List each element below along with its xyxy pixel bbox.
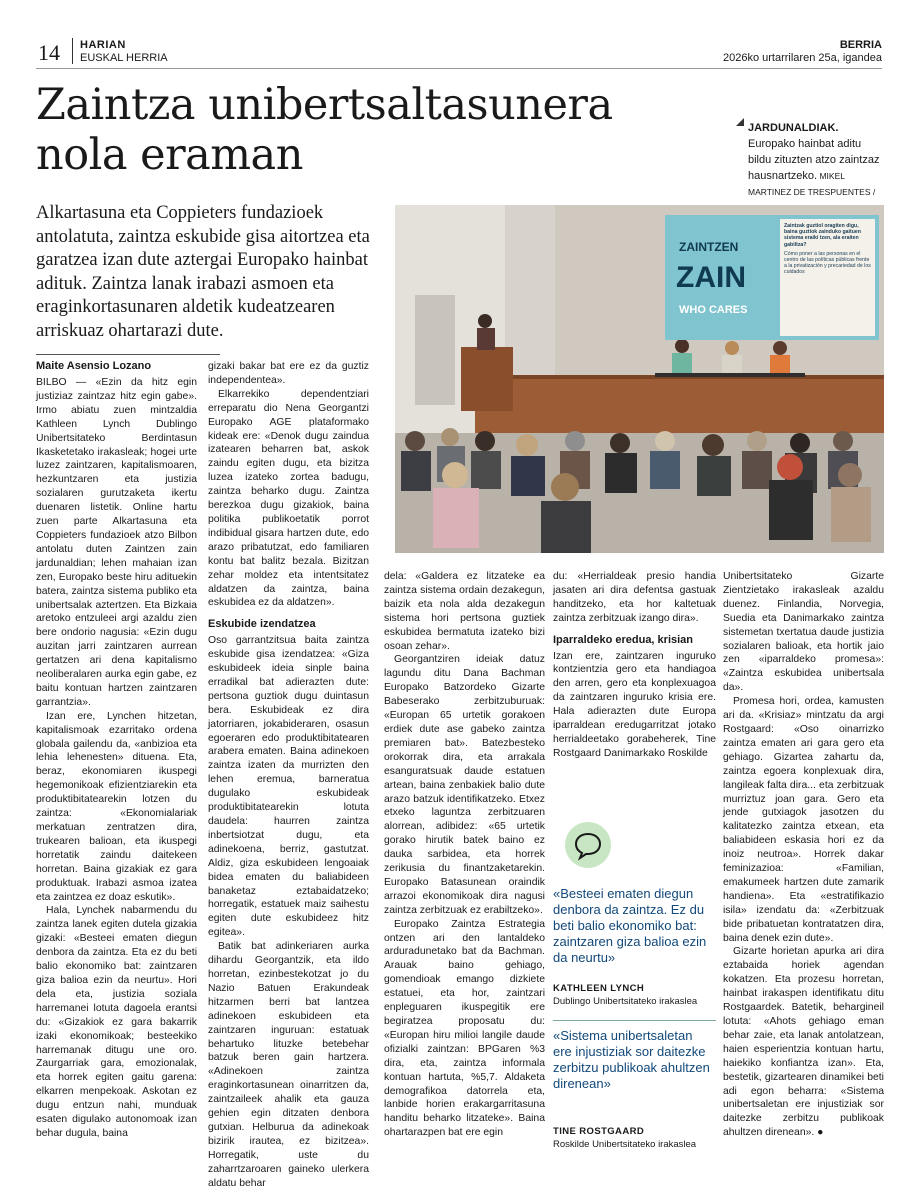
byline-rule [36, 354, 220, 355]
paragraph: BILBO — «Ezin da hitz egin justiziaz zaintzaz hitz egin gabe». Irmo abiatu zuen mintzaldia Kathleen Lynch Dublingo Unibertsitateko Berdintasun Ikasketetako irakasleak; hogei urte luzez zaintzaren, kapitalismoaren, hezkuntzaren eta justizia sozialaren gurutzaketa ikertu duenaren listetik. Online hartu zuen parte Alkartasuna eta Coppieters fundazioek atzo Bilbon antolatu duten Zaintzen zain jardunaldian; lehen mahaian izan zen, Europako beste hiru adituekin batera, zaintza sistema publiko eta unibertsalak aztertzen. Eta Bizkaia aretoko entzuleei argi azaldu zien bere ondorio nagusia: «Ezin dugu auzitan jarri zaintzaren aurrean gertatzen ari dena kapitalismo neoliberalaren aurka egin gabe, ez baitu kontuan hartzen zaintzaren garrantzia». [36, 377, 197, 708]
paragraph: Europako Zaintza Estrategia ontzen ari den lantaldeko arduradunetako bat da Bachman. Arauak baino gehiago, gomendioak emango dizkiete estatuei, eta hor, zaintzari enpleguaren ikuspegitik ere begiratzea proposatu du: «Europan hiru milioi langile daude ofizialki zaintzan: BPGaren %3 dira, eta, zaintza informala kontuan hartuta, %5,7. Aldaketa demografikoa datorrela eta, lanbide horien erakargarritasuna handitu beharko litzateke». Baina ohartarazpen bat ere egin [384, 918, 545, 1139]
quote-bubble-icon [565, 822, 611, 868]
photo-credit: MIKEL MARTINEZ DE TRESPUENTES / [748, 171, 876, 197]
section-subtitle: EUSKAL HERRIA [80, 52, 168, 64]
paragraph: Izan ere, Lynchen hitzetan, kapitalismoak ezarritako ordena globala gailendu da, «anbizioa eta lehia lehenesten» dituena. Eta, beraz, ekonomiaren ikuspegi hegemonikoak efizientziarekin eta produktibitatearekin lotzen du zaintza: «Ekonomialariak merkatuan zentratzen dira, trukearen balioan, eta ikuspegi horretatik zaindu daitekeen horretan. Baina gizakiak ez gara produktuak. Irabazi asmoa izatea eta zaintzea ez doaz eskutik». [36, 710, 197, 903]
headline: Zaintza unibertsaltasunera nola eraman [36, 80, 613, 180]
slide-title-top: ZAINTZEN [679, 240, 739, 254]
section-label [80, 39, 168, 65]
paragraph: Elkarrekiko dependentziari erreparatu dio Nena Georgantzi Europako AGE plataformako kideak ere: «Denok dugu zaindua izatearen beharren bat, askok zaindu egiten dugu, eta bizitza luzea izateko zortea badugu, zaintza beharko dugu. Zaintza berezkoa dugu gizakiok, baina politika publikoetatik porrot indibidual gisara hartzen dute, edo arazo pribatutzat, edo familiaren kontu bat balitz bezala. Bizitzan zehar moldez eta intentsitatez aldatzen da zaintza, baina eskubidea ez da aldatzen». [208, 388, 369, 609]
caption-label: JARDUNALDIAK. [748, 122, 839, 134]
pull-quote-lynch: «Besteei ematen diegun denbora da zaintza. Ez du beti balio ekonomiko bat: zaintzaren giza balioa ezin da neurtu» [553, 886, 707, 965]
header-divider [72, 38, 73, 64]
body-column-3 [384, 570, 545, 1140]
page-number: 14 [38, 40, 60, 65]
quote-author-name: KATHLEEN LYNCH [553, 983, 645, 994]
body-column-5 [723, 570, 884, 1140]
audience [395, 428, 884, 553]
paragraph: Izan ere, zaintzaren inguruko kontzientzia gero eta handiagoa den arren, gero eta konplexuagoa da zaintzaren inguruko krisia ere. Hala adierazten dute Europa iparraldean eredugarritzat jotako herrialdeetako gorabeherek, Tine Rostgaard Danimarkako Roskilde [553, 650, 716, 759]
lead-paragraph: Alkartasuna eta Coppieters fundazioek antolatuta, zaintza eskubide gisa aitortzea eta garatzea izan dute aztergai Europako hainbat adituk. Zaintza lanak irabazi asmoen eta eraginkortasunaren aldetik kudeatzearen arriskuaz ohartarazi dute. [36, 203, 370, 341]
paragraph: Hala, Lynchek nabarmendu du zaintza lanek egiten dutela gizakia gizaki: «Besteei ematen diegun denbora da zaintza. Eta ez du beti balio ekonomiko bat: zaintzaren giza balioa ezin da neurtu». Hori dela eta, justizia soziala harremanei lotuta dagoela erantsi du: «Gizakiok ez gara bakarrik izaki ekonomikoak; besteekiko harremanak ditugu une oro. Zaurgarriak gara, emozionalak, eta horrek egiten gaitu garena: elkarren menpekoak. Askotan ez dugu entzun nahi, munduak esaten digulako autonomoak izan behar dugula, baina [36, 905, 197, 1139]
subheading: Eskubide izendatzea [208, 618, 316, 631]
slide-question-es: Cómo poner a las personas en el centro de las políticas públicas frente a la privatización y precariedad de los cuidados [784, 250, 871, 276]
caption-text: Europako hainbat aditu bildu zituzten atzo zaintzaz hausnartzeko. [748, 138, 880, 182]
quote-author-role: Roskilde Unibertsitateko irakaslea [553, 1139, 697, 1150]
paragraph: Promesa hori, ordea, kamusten ari da. «Krisiaz» mintzatu da argi Rostgaard: «Oso oinarrizko zaintza ematen ari gara gero eta gehiago. Gizartea zahartu da, zaintza egoera konplexuak dira, langileak falta dira... eta zerbitzuak murriztuz joan gara. Gero eta jende gutxiagok jasotzen du kalitatezko zaintza etxean, eta baliabideen eskasia hori ez da inoiz neutroa». Horrek dakar feminizazioa: «Familian, emakumeek hartzen dute zamarik handiena». Eta «estratifikazio isila» izendatu da: «Zerbitzuak bide pribatuetan kontratatzen dira, baina denek ezin dute». [723, 696, 884, 944]
paragraph: du: «Herrialdeak presio handia jasaten ari dira defentsa gastuak handitzeko, eta hor kaltetuak zaintza zerbitzuak izango dira». [553, 571, 716, 624]
section-title: HARIAN [80, 39, 126, 51]
paragraph: Batik bat adinkeriaren aurka dihardu Georgantzik, eta ildo horretan, ezinbestekotzat jo du Nazio Batuen Erakundeak hitzarmen berri bat lantzea adinekoen eskubideen eta zaintzaren inguruan: estatuak behartuko lituzke betebehar batzuk beren gain hartzera. «Adinekoen zaintza eraginkortasunean oinarritzen da, zaintzaileek ahalik eta gauza gehien egin ditzaten denbora gutxian. Helburua da adinekoak bizirik irautea, ez bizitzea». Horregatik, uste du zaharrtzaroaren gaineko ulerkera aldatu behar [208, 941, 369, 1189]
photo-caption [748, 120, 884, 216]
paragraph: gizaki bakar bat ere ez da guztiz independentea». [208, 361, 369, 386]
paragraph: dela: «Galdera ez litzateke ea zaintza sistema ordain dezakegun, baizik eta nola alda dezakegun sistema hori pertsona guztiek eskubidea bermatuta izateko bizi osoan zehar». [384, 571, 545, 652]
issue-date: 2026ko urtarrilaren 25a, igandea [722, 52, 882, 64]
body-column-2 [208, 360, 369, 1190]
quote-author-name: TINE ROSTGAARD [553, 1126, 645, 1137]
header-rule [36, 68, 882, 69]
body-column-4 [553, 570, 716, 761]
masthead [723, 39, 882, 65]
slide-title-main: ZAIN [676, 261, 746, 294]
byline: Maite Asensio Lozano [36, 360, 152, 372]
quote-author-role: Dublingo Unibertsitateko irakaslea [553, 996, 698, 1007]
conference-photo [395, 205, 884, 553]
caption-arrow-icon [736, 118, 744, 126]
paragraph: Gizarte horietan apurka ari dira eztabaida horiek agendan kokatzen. Eta prozesu horretan, hainbat irakaspen identifikatu ditu Rostgaardek. Batetik, behargineil lotuta: «Ahots gehiago eman behar zaie, eta lanak antolatzean, haien esperientzia kontuan hartu, haiekiko konfiantza izan». Eta, bestetik, gizartearen dinamikei beti adi egon beharra: «Sistema unibertsaletan ere injustiziak sor daitezke zerbitzu publikoak ahultzen direnean». ● [723, 946, 884, 1139]
masthead-name: BERRIA [839, 39, 882, 51]
slide-title-tag: WHO CARES [679, 304, 748, 316]
paragraph: Unibertsitateko Gizarte Zientzietako irakasleak azaldu duenez. Finlandia, Norvegia, Suedia eta Danimarkako zaintza sistemetan txertatua daude justizia sozialaren balioak, eta hortik jaio zen «iparraldeko promesa»: «Zaintza eskubidea unibertsala da». [723, 571, 884, 694]
conference-photo-illustration [395, 205, 884, 553]
pull-quote-rostgaard: «Sistema unibertsaletan ere injustiziak sor daitezke zerbitzu publikoak ahultzen direnean» [553, 1028, 710, 1091]
slide-question: Zaintzak guztiol oragiten digu, baina guztiok zainduko gaituen sistema eraiki tzen, ala eraiten gabiltza? [784, 223, 861, 248]
subheading: Iparraldeko eredua, krisian [553, 633, 694, 646]
paragraph: Georgantziren ideiak datuz lagundu ditu Dana Bachman Europako Batzordeko Gizarte Babeserako zerbitzuburuak: «Europan 65 urtetik gorakoen erdiek dute ase gabeko zaintza premiaren bat». Batezbesteko orokorrak dira, eta arrakala esanguratsuak daude estatuen artean, baina zenbakiek balio dute arazo batzuk identifikatzeko. Etxez etxeko laguntza zerbitzuaren alorrean, adibidez: «65 urtetik gorako hirutik batek baino ez dauka sarbidea, eta horrek zerikusia du finantzaketarekin. Europako Batasunean oraindik arrazoi ekonomikoak dira nagusi zaintza zerbitzuak ez erabiltzeko». [384, 654, 545, 916]
body-column-1 [36, 376, 197, 1141]
paragraph: Oso garrantzitsua baita zaintza eskubide gisa izendatzea: «Giza eskubideek ideia sinple baina erradikal bat adierazten dute: pertsona guztiok dugu duintasun bera. Eskubideak ez dira jatorriaren, jokabideraren, osasun egoeraren edo produktibitatearen arabera ematen. Baina adinekoen zaintza izaten da murrizten den lehen eremua, barneratua dugulako eskubideak produktibitatearekin lotuta daudela: haurren zaintza inbertsiotzat dugu, eta adinekoena, berriz, gastutzat. Aldiz, giza eskubideen lengoaiak bidea ematen du baliabideen banaketaz eztabaidatzeko; horregatik, estatuek maiz saihestu egiten dute eskubideez hitz egitea». [208, 635, 369, 939]
quote-divider [553, 1020, 716, 1021]
